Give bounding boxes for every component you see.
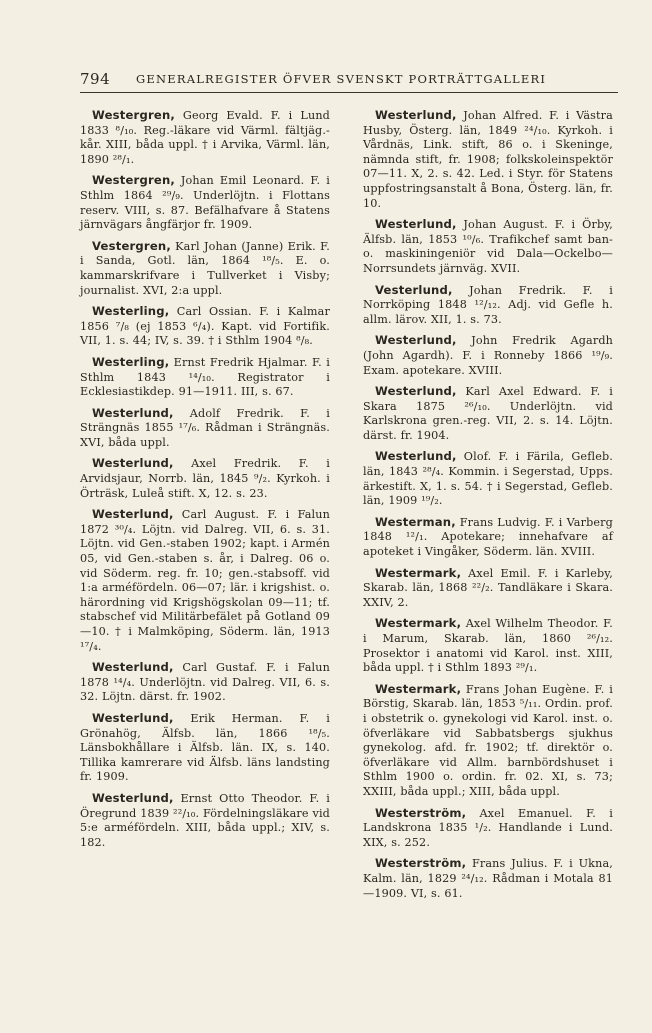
entry-text: Axel Emanuel. F. i Landskrona 1835 ¹/₂. Handlande i Lund. XIX, s. 252. [363, 806, 613, 849]
entry-text: Carl Ossian. F. i Kalmar 1856 ⁷/₈ (ej 1853 ⁶/₄). Kapt. vid Fortifik. VII, 1. s. 44; IV, s. 39. † i Sthlm 1904 ⁸/₈. [80, 305, 331, 348]
entry-text: Adolf Fredrik. F. i Strängnäs 1855 ¹⁷/₆. Rådman i Strängnäs. XVI, båda uppl. [80, 406, 330, 449]
register-entry [80, 660, 330, 705]
page-number: 794 [80, 70, 111, 88]
entry-text: Johan Emil Leonard. F. i Sthlm 1864 ²⁹/₉. Underlöjtn. i Flottans reserv. VIII, s. 87. Befälhafvare å Statens järnvägars ångfärjor fr. 1909. [80, 174, 330, 232]
entry-text: Johan August. F. i Örby, Älfsb. län, 1853 ¹⁰/₆. Trafikchef samt ban- o. maskiningeniör vid Dala—Ockelbo—Norrsundets järnväg. XVII. [363, 218, 614, 275]
register-entry [363, 682, 613, 800]
entry-surname: Westerman, [375, 514, 456, 529]
register-entry [80, 304, 330, 349]
entry-text: Frans Ludvig. F. i Varberg 1848 ¹²/₁. Apotekare; innehafvare af apoteket i Vingåker, Söderm. län. XVIII. [363, 515, 613, 559]
entry-text: Frans Johan Eugène. F. i Börstig, Skarab. län, 1853 ⁵/₁₁. Ordin. prof. i obstetrik o. gynekologi vid Karol. inst. o. öfverläkare vid Sabbatsbergs sjukhus gynekolog. afd. fr. 1902; tf. direktör o. öfverläkare vid Allm. barnbördshuset i Sthlm 1900 o. ordin. fr. 02. XI, s. 73; XXIII, båda uppl.; XIII, båda uppl. [363, 682, 613, 798]
register-entry [363, 217, 613, 276]
entry-text: Erik Herman. F. i Grönahög, Älfsb. län, 1866 ¹⁸/₅. Länsbokhållare i Älfsb. län. IX, s. 140. Tillika kamrerare vid Älfsb. läns landsting fr. 1909. [80, 711, 330, 784]
entry-surname: Westerlund, [92, 405, 174, 420]
register-entry [80, 406, 330, 451]
register-entry [80, 239, 330, 298]
entry-surname: Westerling, [92, 354, 170, 369]
entry-surname: Westergren, [92, 173, 175, 188]
entry-text: Axel Wilhelm Theodor. F. i Marum, Skarab. län, 1860 ²⁶/₁₂. Prosektor i anatomi vid Karol. inst. XIII, båda uppl. † i Sthlm 1893 ²⁹/₁. [363, 617, 613, 675]
entry-surname: Westerlund, [92, 660, 174, 675]
entry-text: Ernst Fredrik Hjalmar. F. i Sthlm 1843 ¹⁴/₁₀. Registrator i Ecklesiastikdep. 91—1911. III, s. 67. [80, 355, 331, 399]
entry-text: Olof. F. i Färila, Gefleb. län, 1843 ²⁸/₄. Kommin. i Segerstad, Upps. ärkestift. X, 1. s. 54. † i Segerstad, Gefleb. län, 1909 ¹⁹/₂. [363, 450, 614, 508]
entry-surname: Westerlund, [92, 507, 174, 522]
register-entry [80, 108, 330, 167]
register-entry [80, 711, 330, 785]
entry-text: Karl Johan (Janne) Erik. F. i Sanda, Gotl. län, 1864 ¹⁸/₅. E. o. kammarskrifvare i Tullverket i Visby; journalist. XVI, 2:a uppl. [80, 239, 330, 297]
entry-text: Carl August. F. i Falun 1872 ³⁰/₄. Löjtn. vid Dalreg. VII, 6. s. 31. Löjtn. vid Gen.-staben 1902; kapt. i Armén 05, vid Gen.-staben s. år, i Dalreg. 06 o. vid Söderm. reg. fr. 10; gen.-stabsoff. vid 1:a arméfördeln. 06—07; lär. i krigshist. o. härordning vid Krigshögskolan 09—11; tf. stabschef vid Militärbefälet på Gotland 09—10. † i Malmköping, Söderm. län, 1913 ¹⁷/₄. [80, 508, 330, 653]
header-rule [80, 92, 618, 93]
entry-surname: Westerlund, [92, 456, 174, 471]
entry-text: Axel Emil. F. i Karleby, Skarab. län, 1868 ²²/₂. Tandläkare i Skara. XXIV, 2. [363, 566, 613, 609]
entry-surname: Westerling, [92, 304, 170, 319]
entry-surname: Westerlund, [375, 449, 457, 464]
entry-surname: Westerlund, [92, 790, 174, 805]
entry-text: Johan Fredrik. F. i Norrköping 1848 ¹²/₁₂. Adj. vid Gefle h. allm. lärov. XII, 1. s. 73. [363, 283, 613, 326]
register-entry [363, 566, 613, 611]
entry-surname: Westermark, [375, 681, 462, 696]
entry-surname: Westermark, [375, 616, 462, 631]
entry-surname: Westerlund, [375, 384, 457, 399]
register-entry [363, 108, 613, 211]
entry-text: Frans Julius. F. i Ukna, Kalm. län, 1829 ²⁴/₁₂. Rådman i Motala 81—1909. VI, s. 61. [363, 857, 613, 900]
register-entry [363, 283, 613, 328]
register-entry [80, 173, 330, 232]
entry-surname: Westerlund, [375, 217, 457, 232]
register-entry [80, 507, 330, 654]
entry-text: Axel Fredrik. F. i Arvidsjaur, Norrb. län, 1845 ⁹/₂. Kyrkoh. i Örträsk, Luleå stift. X, 12. s. 23. [80, 457, 330, 500]
entry-text: Karl Axel Edward. F. i Skara 1875 ²⁶/₁₀. Underlöjtn. vid Karlskrona gren.-reg. VII, 2. s. 14. Löjtn. därst. fr. 1904. [363, 385, 614, 442]
register-entry [80, 355, 330, 400]
register-entry [363, 616, 613, 675]
register-entry [80, 791, 330, 850]
entry-text: John Fredrik Agardh (John Agardh). F. i Ronneby 1866 ¹⁹/₉. Exam. apotekare. XVIII. [363, 334, 613, 377]
running-title: GENERALREGISTER ÖFVER SVENSKT PORTRÄTTGALLERI [136, 72, 547, 86]
entry-surname: Westerlund, [375, 108, 457, 122]
entry-surname: Westerström, [375, 856, 467, 871]
entry-text: Georg Evald. F. i Lund 1833 ⁸/₁₀. Reg.-läkare vid Värml. fältjäg.-kår. XIII, båda uppl. † i Arvika, Värml. län, 1890 ²⁸/₁. [80, 109, 330, 166]
entry-surname: Westermark, [375, 565, 462, 580]
entry-text: Johan Alfred. F. i Västra Husby, Österg. län, 1849 ²⁴/₁₀. Kyrkoh. i Vårdnäs, Link. stift, 86 o. i Skeninge, nämnda stift, fr. 1908; folkskoleinspektör 07—11. X, 2. s. 42. Led. i Styr. för Statens uppfostringsanstalt å Bona, Österg. län, fr. 10. [363, 109, 614, 210]
entry-text: Carl Gustaf. F. i Falun 1878 ¹⁴/₄. Underlöjtn. vid Dalreg. VII, 6. s. 32. Löjtn. därst. fr. 1902. [80, 661, 330, 704]
left-column [80, 108, 330, 856]
register-entry [363, 333, 613, 378]
register-entry [363, 515, 613, 560]
entry-surname: Vestergren, [92, 238, 171, 253]
entry-surname: Vesterlund, [375, 282, 453, 297]
register-entry [363, 806, 613, 851]
register-entry [363, 384, 613, 443]
register-entry [363, 856, 613, 901]
register-entry [363, 449, 613, 508]
entry-surname: Westergren, [92, 108, 175, 122]
entry-surname: Westerlund, [375, 333, 457, 348]
entry-surname: Westerström, [375, 805, 467, 820]
register-entry [80, 456, 330, 501]
right-column [363, 108, 613, 907]
entry-text: Ernst Otto Theodor. F. i Öregrund 1839 ²²/₁₀. Fördelningsläkare vid 5:e arméfördeln. XIII, båda uppl.; XIV, s. 182. [80, 791, 330, 849]
entry-surname: Westerlund, [92, 710, 174, 725]
